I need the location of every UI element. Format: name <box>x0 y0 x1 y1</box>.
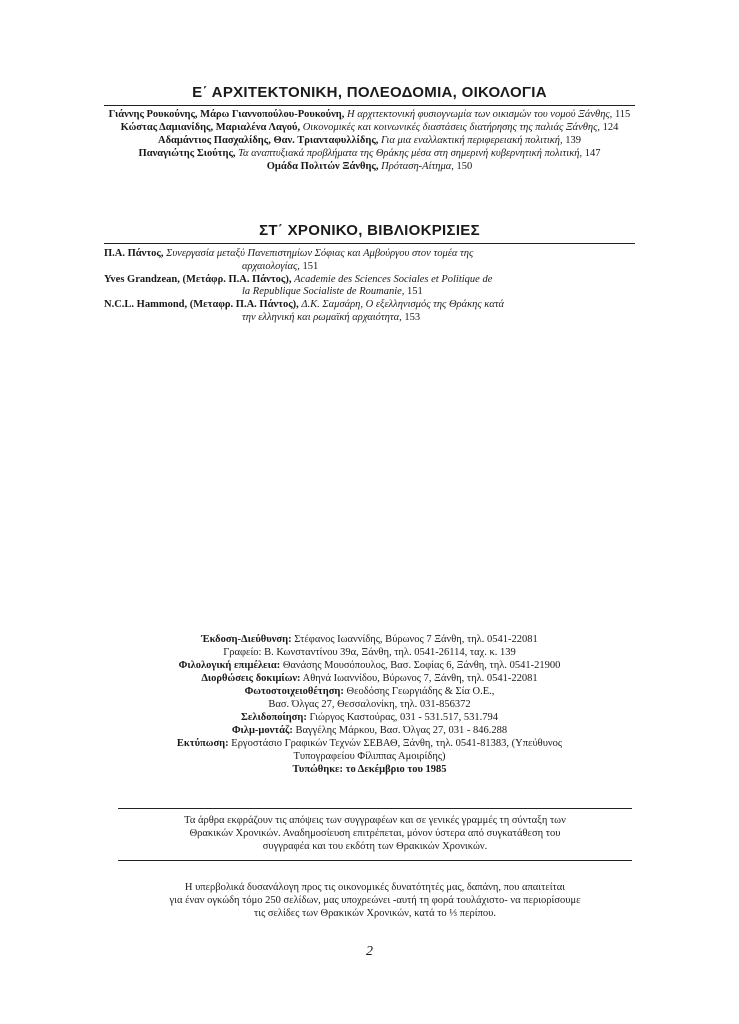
section-entries-architecture <box>104 109 635 174</box>
cost-note-line: Η υπερβολικά δυσανάλογη προς τις οικονομικές δυνατότητές μας, δαπάνη, που απαιτείται <box>184 882 566 893</box>
publisher-label: Έκδοση-Διεύθυνση: <box>201 634 292 645</box>
editing-label: Φιλολογική επιμέλεια: <box>178 660 281 671</box>
entry-title-continued: la Republique Socialiste de Roumanie, <box>242 286 405 298</box>
entry-title: Academie des Sciences Sociales et Politique de <box>294 273 493 285</box>
entry-page: 151 <box>407 286 423 298</box>
entry-title: Για μια εναλλακτική περιφερειακή πολιτική, <box>381 135 563 147</box>
colophon-line <box>110 737 629 750</box>
notice-rule-top <box>118 808 632 809</box>
proof-value: Αθηνά Ιωαννίδου, Βύρωνος 7, Ξάνθη, τηλ. 0541-22081 <box>302 673 538 684</box>
entry-title: Η αρχιτεκτονική φυσιογνωμία των οικισμών του νομού Ξάνθης, <box>347 109 613 120</box>
entry-title: Δ.Κ. Σαμσάρη, Ο εξελληνισμός της Θράκης κατά <box>301 299 505 311</box>
print-value: Εργοστάσιο Γραφικών Τεχνών ΣΕΒΑΘ, Ξάνθη, τηλ. 0541-81383, (Υπεύθυνος <box>231 738 563 749</box>
page-number: 2 <box>366 944 373 959</box>
entry-author: Αδαμάντιος Πασχαλίδης, Θαν. Τριανταφυλλίδης, <box>158 135 379 147</box>
entry-page: 115 <box>614 109 631 120</box>
entry-title-continued: αρχαιολογίας, <box>242 260 300 272</box>
entry-title: Συνεργασία μεταξύ Πανεπιστημίων Σόφιας και Αμβούργου στον τομέα της <box>166 248 474 259</box>
entry-author: Ομάδα Πολιτών Ξάνθης, <box>266 161 379 173</box>
notice-text <box>118 814 632 854</box>
entry-author: Π.Α. Πάντος, <box>104 248 164 259</box>
colophon-line <box>110 711 629 724</box>
entry-page: 151 <box>302 260 319 272</box>
entry-page: 139 <box>565 135 581 147</box>
entry <box>104 299 635 324</box>
typeset-line2: Βασ. Όλγας 27, Θεσσαλονίκη, τηλ. 031-856372 <box>268 699 471 710</box>
printed-date: Τυπώθηκε: το Δεκέμβριο του 1985 <box>292 764 447 775</box>
notice-line: συγγραφέα και του εκδότη των Θρακικών Χρονικών. <box>262 841 488 853</box>
entry-title: Πρόταση-Αίτημα, <box>381 161 454 173</box>
entry-author: Γιάννης Ρουκούνης, Μάρω Γιαννοπούλου-Ρουκούνη, <box>108 109 345 120</box>
entry <box>104 109 635 122</box>
entry-title-continued: την ελληνική και ρωμαϊκή αρχαιότητα, <box>242 311 402 323</box>
section-heading-chronicle: ΣΤ΄ ΧΡΟΝΙΚΟ, ΒΙΒΛΙΟΚΡΙΣΙΕΣ <box>259 222 480 239</box>
entry-title: Τα αναπτυξιακά προβλήματα της Θράκης μέσα στη σημερινή κυβερνητική πολιτική, <box>238 148 583 160</box>
notice-line: Τα άρθρα εκφράζουν τις απόψεις των συγγραφέων και σε γενικές γραμμές τη σύνταξη των <box>184 815 566 826</box>
colophon-line <box>110 672 629 685</box>
colophon-line <box>110 633 629 646</box>
entry-author: Παναγιώτης Σιούτης, <box>138 148 236 160</box>
colophon-line <box>110 685 629 698</box>
typeset-value: Θεοδόσης Γεωργιάδης & Σία Ο.Ε., <box>346 686 495 697</box>
film-label: Φιλμ-μοντάζ: <box>231 725 293 736</box>
typeset-label: Φωτοστοιχειοθέτηση: <box>244 686 344 697</box>
entry-page: 153 <box>404 311 421 323</box>
colophon <box>110 633 629 776</box>
heading-rule <box>104 105 635 106</box>
notice-rule-bottom <box>118 860 632 861</box>
entry-page: 124 <box>602 122 619 134</box>
entry-title: Οικονομικές και κοινωνικές διαστάσεις διατήρησης της παλιάς Ξάνθης, <box>302 122 600 134</box>
colophon-line <box>110 659 629 672</box>
entry <box>104 135 635 148</box>
cost-note-line: για έναν ογκώδη τόμο 250 σελίδων, μας υποχρεώνει -αυτή τη φορά τουλάχιστο- να περιορίσουμε <box>169 895 581 907</box>
section-entries-chronicle <box>104 248 635 325</box>
publisher-value: Στέφανος Ιωαννίδης, Βύρωνος 7 Ξάνθη, τηλ. 0541-22081 <box>294 634 538 645</box>
entry-page: 147 <box>584 148 601 160</box>
entry <box>104 148 635 161</box>
entry <box>104 161 635 174</box>
entry <box>104 122 635 135</box>
entry-continuation <box>104 261 635 274</box>
entry-continuation <box>104 312 635 325</box>
layout-value: Γιώργος Καστούρας, 031 - 531.517, 531.794 <box>309 712 498 723</box>
entry-author: Κώστας Δαμιανίδης, Μαριαλένα Λαγού, <box>120 122 301 134</box>
heading-rule <box>104 243 635 244</box>
entry-continuation <box>104 286 635 299</box>
entry-author: Yves Grandzean, (Μετάφρ. Π.Α. Πάντος), <box>104 273 292 285</box>
editing-value: Θανάσης Μουσόπουλος, Βασ. Σοφίας 6, Ξάνθη, τηλ. 0541-21900 <box>282 660 561 671</box>
print-label: Εκτύπωση: <box>176 738 229 749</box>
section-heading-architecture: Ε΄ ΑΡΧΙΤΕΚΤΟΝΙΚΗ, ΠΟΛΕΟΔΟΜΙΑ, ΟΙΚΟΛΟΓΙΑ <box>192 84 547 101</box>
entry <box>104 248 635 273</box>
notice-line: Θρακικών Χρονικών. Αναδημοσίευση επιτρέπεται, μόνον ύστερα από συγκατάθεση του <box>189 828 561 840</box>
proof-label: Διορθώσεις δοκιμίων: <box>201 673 301 684</box>
office-line: Γραφείο: Β. Κωνσταντίνου 39α, Ξάνθη, τηλ. 0541-26114, ταχ. κ. 139 <box>223 647 516 658</box>
layout-label: Σελιδοποίηση: <box>240 712 307 723</box>
cost-note <box>118 881 632 921</box>
entry-page: 150 <box>456 161 473 173</box>
print-line2: Τυπογραφείου Φίλιππας Αμοιρίδης) <box>293 751 446 762</box>
film-value: Βαγγέλης Μάρκου, Βασ. Όλγας 27, 031 - 846.288 <box>295 725 508 736</box>
entry-author: N.C.L. Hammond, (Μεταφρ. Π.Α. Πάντος), <box>104 299 299 311</box>
colophon-line <box>110 724 629 737</box>
cost-note-line: τις σελίδες των Θρακικών Χρονικών, κατά το ⅓ περίπου. <box>254 908 496 920</box>
entry <box>104 274 635 299</box>
